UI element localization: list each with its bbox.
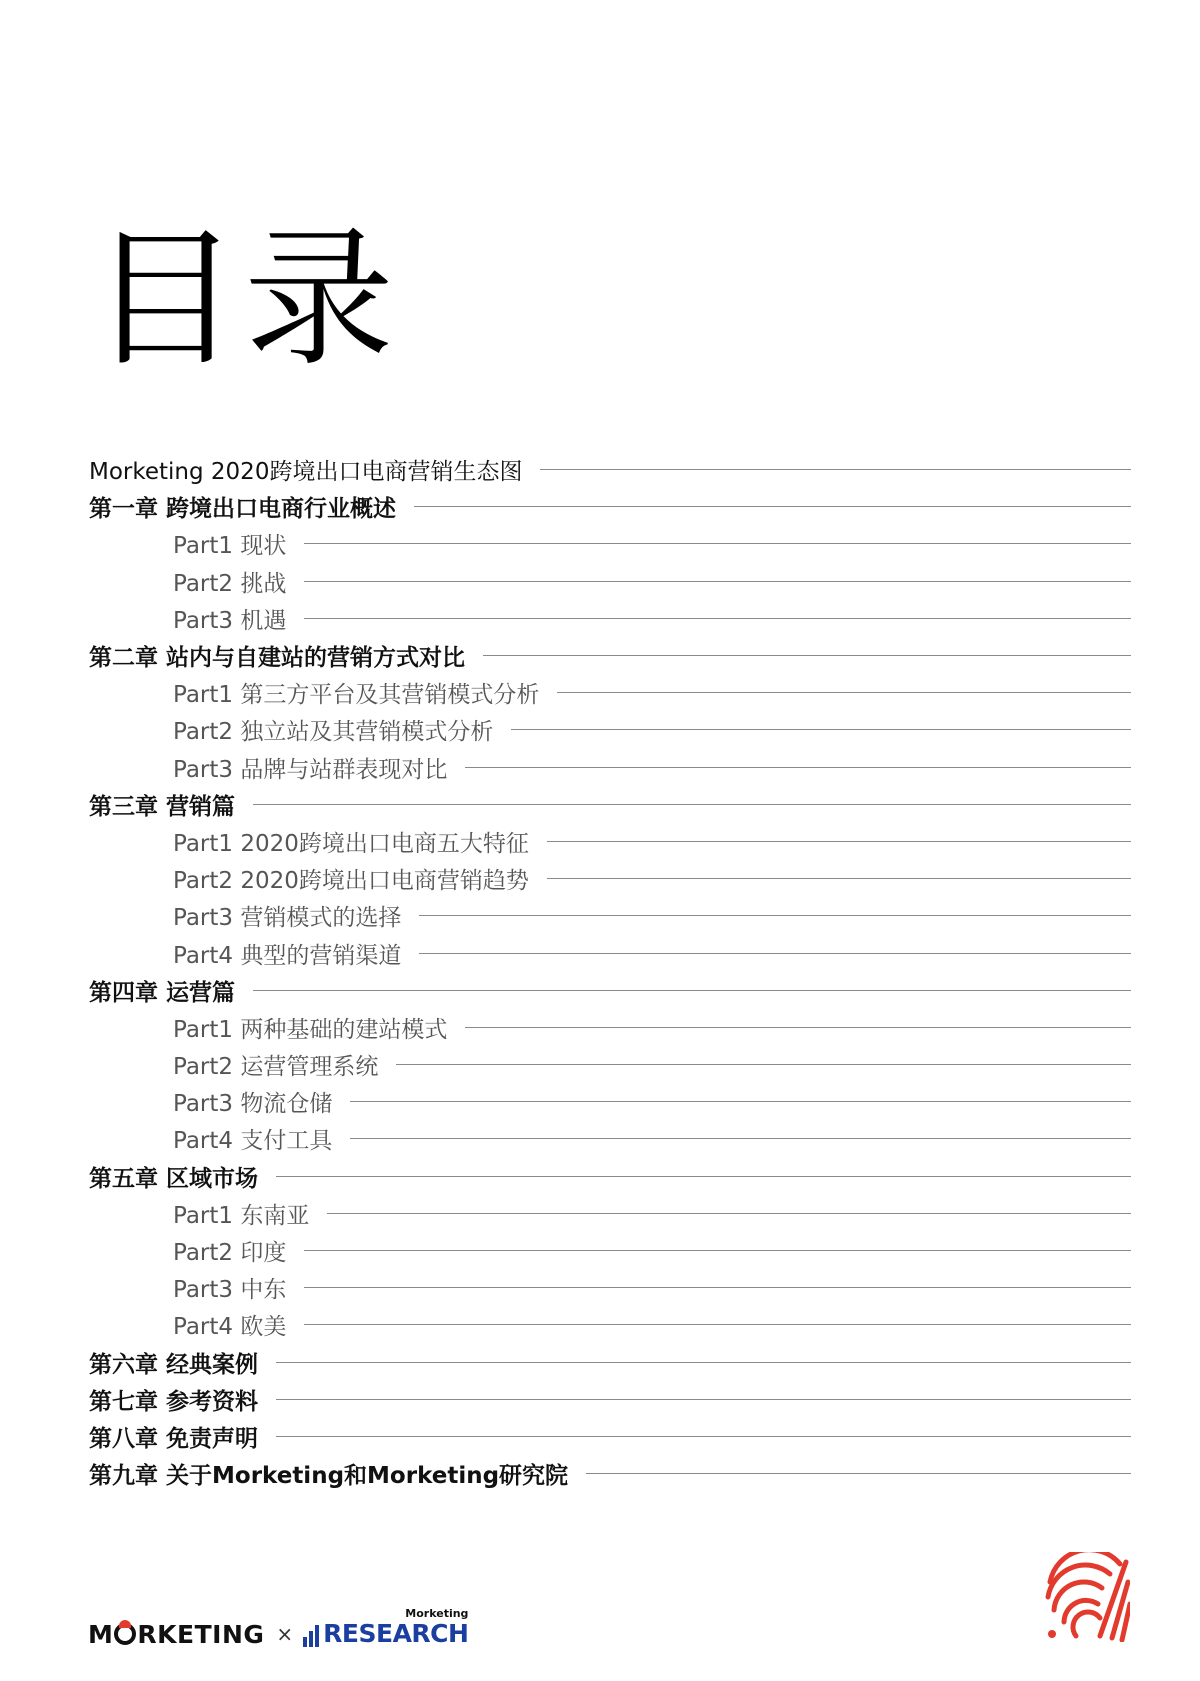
toc-label: Part3 中东 — [173, 1277, 287, 1304]
logo-o-icon — [114, 1623, 136, 1645]
toc-part[interactable] — [89, 1009, 1131, 1046]
leader-line — [304, 1287, 1131, 1288]
toc-part[interactable] — [89, 1232, 1131, 1269]
leader-line — [253, 804, 1131, 805]
fingerprint-logo-icon — [1040, 1552, 1130, 1642]
toc-label: 第四章 运营篇 — [89, 979, 236, 1006]
toc-label: Part2 印度 — [173, 1240, 287, 1267]
page-title: 目录 — [90, 213, 399, 387]
toc-label: Part1 2020跨境出口电商五大特征 — [173, 830, 529, 857]
toc-label: Part1 第三方平台及其营销模式分析 — [173, 682, 540, 709]
research-logo — [303, 1607, 469, 1648]
toc-label: 第五章 区域市场 — [89, 1165, 259, 1192]
toc-chapter-1[interactable] — [89, 488, 1131, 525]
toc-label: 第九章 关于Morketing和Morketing研究院 — [89, 1463, 569, 1490]
toc-part[interactable] — [89, 1120, 1131, 1157]
logo-letter: M — [88, 1619, 114, 1649]
toc-label: Part3 机遇 — [173, 607, 287, 634]
toc-part[interactable] — [89, 823, 1131, 860]
toc-part[interactable] — [89, 897, 1131, 934]
toc-label: 第一章 跨境出口电商行业概述 — [89, 496, 397, 523]
leader-line — [304, 1324, 1131, 1325]
leader-line — [540, 469, 1131, 470]
leader-line — [511, 729, 1131, 730]
toc-part[interactable] — [89, 934, 1131, 971]
toc-part[interactable] — [89, 1269, 1131, 1306]
toc-label: Part3 物流仓储 — [173, 1091, 333, 1118]
toc-part[interactable] — [89, 1306, 1131, 1343]
toc-label: Part1 两种基础的建站模式 — [173, 1016, 448, 1043]
toc-chapter-2[interactable] — [89, 637, 1131, 674]
toc-part[interactable] — [89, 674, 1131, 711]
leader-line — [547, 841, 1131, 842]
logo-text: RKETING — [137, 1619, 265, 1649]
leader-line — [396, 1064, 1131, 1065]
toc-label: Part4 支付工具 — [173, 1128, 333, 1155]
leader-line — [350, 1138, 1131, 1139]
leader-line — [304, 1250, 1131, 1251]
toc-label: Part4 欧美 — [173, 1314, 287, 1341]
toc-label: 第二章 站内与自建站的营销方式对比 — [89, 645, 466, 672]
toc-label: Part2 挑战 — [173, 570, 287, 597]
leader-line — [350, 1101, 1131, 1102]
toc-part[interactable] — [89, 1046, 1131, 1083]
toc-label: Part3 品牌与站群表现对比 — [173, 756, 448, 783]
toc-part[interactable] — [89, 563, 1131, 600]
toc-part[interactable] — [89, 860, 1131, 897]
leader-line — [557, 692, 1131, 693]
research-small-label: Morketing — [405, 1607, 469, 1620]
toc-chapter-4[interactable] — [89, 972, 1131, 1009]
leader-line — [465, 767, 1131, 768]
leader-line — [304, 618, 1131, 619]
research-text: RESEARCH — [323, 1619, 469, 1648]
toc-chapter-5[interactable] — [89, 1158, 1131, 1195]
leader-line — [547, 878, 1131, 879]
toc-part[interactable] — [89, 1195, 1131, 1232]
toc-label: Part1 现状 — [173, 533, 287, 560]
toc-label: Part2 2020跨境出口电商营销趋势 — [173, 868, 529, 895]
leader-line — [276, 1436, 1131, 1437]
toc-chapter-9[interactable] — [89, 1455, 1131, 1492]
toc-chapter-6[interactable] — [89, 1344, 1131, 1381]
toc-part[interactable] — [89, 1083, 1131, 1120]
leader-line — [276, 1399, 1131, 1400]
toc-label: Part2 运营管理系统 — [173, 1054, 379, 1081]
toc-part[interactable] — [89, 749, 1131, 786]
toc-part[interactable] — [89, 600, 1131, 637]
leader-line — [304, 543, 1131, 544]
leader-line — [304, 581, 1131, 582]
toc-label: Part4 典型的营销渠道 — [173, 942, 402, 969]
toc-entry-intro[interactable] — [89, 451, 1131, 488]
times-symbol: × — [276, 1622, 294, 1646]
toc-chapter-8[interactable] — [89, 1418, 1131, 1455]
toc-label: 第七章 参考资料 — [89, 1388, 259, 1415]
leader-line — [419, 953, 1131, 954]
leader-line — [419, 915, 1131, 916]
toc-label: 第八章 免责声明 — [89, 1425, 259, 1452]
bar-chart-icon — [303, 1625, 321, 1647]
leader-line — [253, 990, 1131, 991]
toc-part[interactable] — [89, 711, 1131, 748]
leader-line — [465, 1027, 1131, 1028]
toc-part[interactable] — [89, 525, 1131, 562]
toc-chapter-3[interactable] — [89, 786, 1131, 823]
toc-chapter-7[interactable] — [89, 1381, 1131, 1418]
leader-line — [586, 1473, 1131, 1474]
toc-label: Part2 独立站及其营销模式分析 — [173, 719, 494, 746]
toc-label: Part1 东南亚 — [173, 1202, 310, 1229]
leader-line — [276, 1362, 1131, 1363]
leader-line — [483, 655, 1131, 656]
toc-label: 第六章 经典案例 — [89, 1351, 259, 1378]
footer-logos — [88, 1607, 469, 1651]
toc-label: Part3 营销模式的选择 — [173, 905, 402, 932]
toc-label: 第三章 营销篇 — [89, 793, 236, 820]
morketing-logo — [88, 1620, 264, 1649]
leader-line — [276, 1176, 1131, 1177]
leader-line — [414, 506, 1131, 507]
toc-label: Morketing 2020跨境出口电商营销生态图 — [89, 459, 523, 486]
leader-line — [327, 1213, 1131, 1214]
table-of-contents — [89, 451, 1131, 1492]
